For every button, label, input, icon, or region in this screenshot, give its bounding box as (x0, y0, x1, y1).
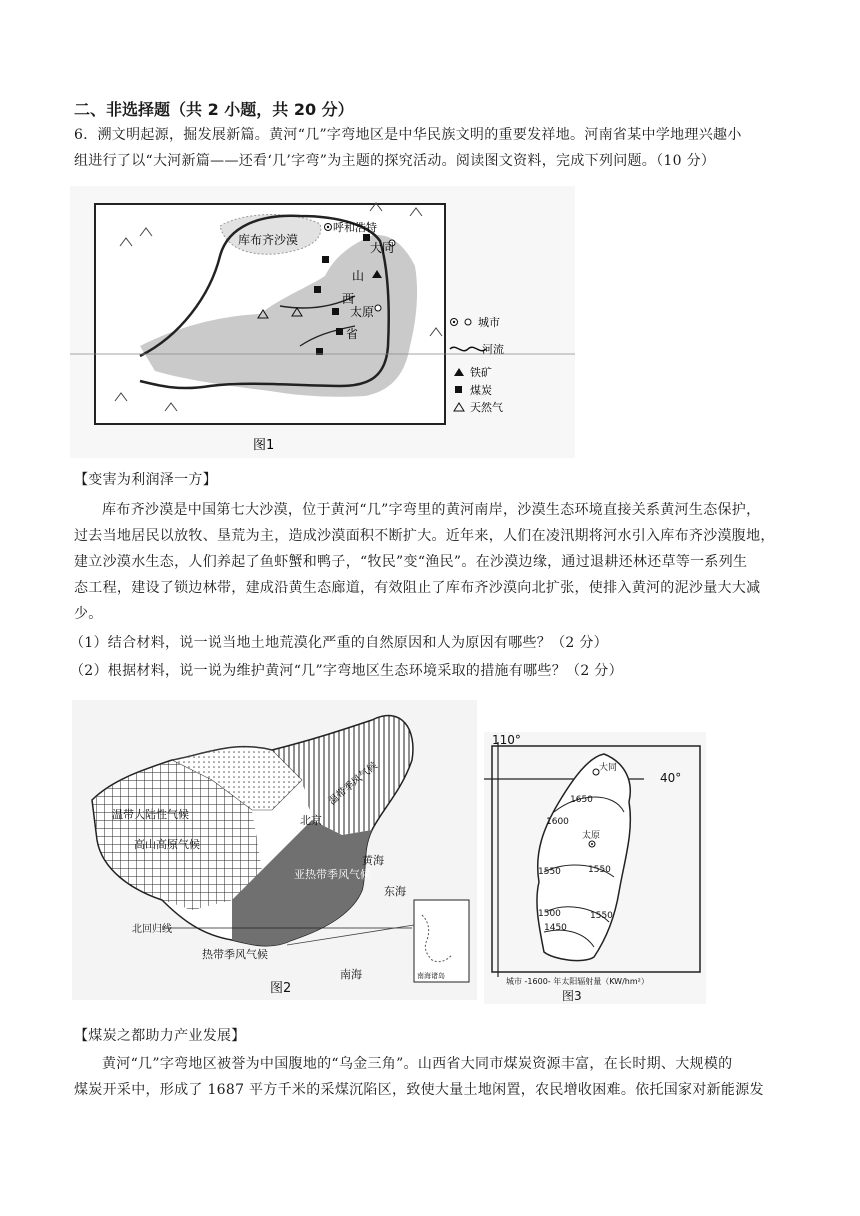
shanxi-label-3: 省 (346, 327, 359, 341)
label-temperate-continental: 温带大陆性气候 (112, 808, 189, 821)
figure-1-caption: 图1 (253, 438, 275, 453)
coal-marker (336, 328, 343, 335)
fig3-datong: 大同 (599, 763, 618, 773)
question-intro-line: 6．溯文明起源，掘发展新篇。黄河“几”字弯地区是中华民族文明的重要发祥地。河南省某中学地理兴趣小 (74, 127, 742, 143)
coal-marker (363, 234, 370, 241)
datong-label: 大同 (370, 241, 395, 255)
fig3-taiyuan: 太原 (582, 831, 601, 841)
contour-label: 1550 (590, 911, 613, 921)
figure-2-caption: 图2 (270, 981, 292, 996)
part2-line: 黄河“几”字弯地区被誉为中国腹地的“乌金三角”。山西省大同市煤炭资源丰富，在长时期、大规模的 (102, 1056, 733, 1072)
contour-label: 1450 (544, 923, 567, 933)
legend-gas: 天然气 (470, 401, 503, 414)
contour-label: 1600 (546, 817, 569, 827)
section-title: 二、非选择题（共 2 小题，共 20 分） (74, 100, 354, 119)
label-huanghai: 黄海 (362, 854, 384, 867)
question-1: （1）结合材料，说一说当地土地荒漠化严重的自然原因和人为原因有哪些？（2 分） (70, 635, 608, 651)
figure-3-caption: 图3 (562, 989, 582, 1003)
contour-label: 1500 (538, 909, 561, 919)
label-donghai: 东海 (384, 885, 406, 898)
label-tropic: 北回归线 (132, 924, 172, 935)
coal-marker (332, 308, 339, 315)
part1-paragraph (74, 497, 794, 627)
shanxi-label-1: 山 (352, 269, 365, 283)
hohhot-label: 呼和浩特 (333, 221, 377, 234)
figure-1-map (70, 186, 575, 458)
legend-city: 城市 (478, 316, 500, 329)
shanxi-label-2: 西 (342, 292, 355, 306)
part1-line: 少。 (74, 606, 103, 622)
contour-label: 1650 (570, 795, 593, 805)
figure-2-map (72, 700, 477, 1000)
label-beijing: 北京 (300, 814, 322, 827)
label-subtropical: 亚热带季风气候 (294, 868, 371, 881)
label-tropical-monsoon: 热带季风气候 (202, 948, 268, 961)
legend-coal: 煤炭 (470, 384, 492, 397)
legend-iron: 铁矿 (470, 366, 492, 379)
part2-heading: 【煤炭之都助力产业发展】 (74, 1028, 246, 1044)
taiyuan-label: 太原 (350, 305, 375, 319)
question-intro-line: 组进行了以“大河新篇——还看‘几’字弯”为主题的探究活动。阅读图文资料，完成下列问题。（10 分） (74, 153, 716, 169)
figure-3-map (484, 732, 706, 1004)
coal-marker (322, 256, 329, 263)
label-highland: 高山高原气候 (134, 838, 200, 851)
question-2: （2）根据材料，说一说为维护黄河“几”字弯地区生态环境采取的措施有哪些？（2 分） (70, 663, 623, 679)
part2-paragraph (74, 1051, 794, 1103)
part1-line: 库布齐沙漠是中国第七大沙漠，位于黄河“几”字弯里的黄河南岸，沙漠生态环境直接关系黄河生态保护， (102, 502, 761, 518)
contour-label: 1550 (588, 865, 611, 875)
legend-river: 河流 (482, 343, 504, 356)
label-islands: 南海诸岛 (417, 972, 445, 980)
label-nanhai: 南海 (340, 968, 362, 981)
part1-heading: 【变害为利润泽一方】 (74, 472, 217, 488)
part1-line: 过去当地居民以放牧、垦荒为主，造成沙漠面积不断扩大。近年来，人们在凌汛期将河水引入库布齐沙漠腹地， (74, 528, 775, 544)
part1-line: 态工程，建设了锁边林带，建成沿黄生态廊道，有效阻止了库布齐沙漠向北扩张，使排入黄河的泥沙量大大减 (74, 580, 761, 596)
longitude-label: 110° (492, 733, 521, 747)
part2-line: 煤炭开采中，形成了 1687 平方千米的采煤沉陷区，致使大量土地闲置，农民增收困难。依托国家对新能源发 (74, 1082, 764, 1098)
part1-line: 建立沙漠水生态，人们养起了鱼虾蟹和鸭子，“牧民”变“渔民”。在沙漠边缘，通过退耕还林还草等一系列生 (74, 554, 748, 570)
desert-label: 库布齐沙漠 (238, 233, 299, 247)
figure-3-legend: 城市 -1600- 年太阳辐射量（KW/hm²） (506, 977, 649, 986)
contour-label: 1550 (538, 867, 561, 877)
latitude-label: 40° (660, 771, 682, 785)
label-temperate-monsoon: 温带季风气候 (326, 760, 380, 808)
coal-marker (314, 286, 321, 293)
question-intro (74, 122, 794, 174)
